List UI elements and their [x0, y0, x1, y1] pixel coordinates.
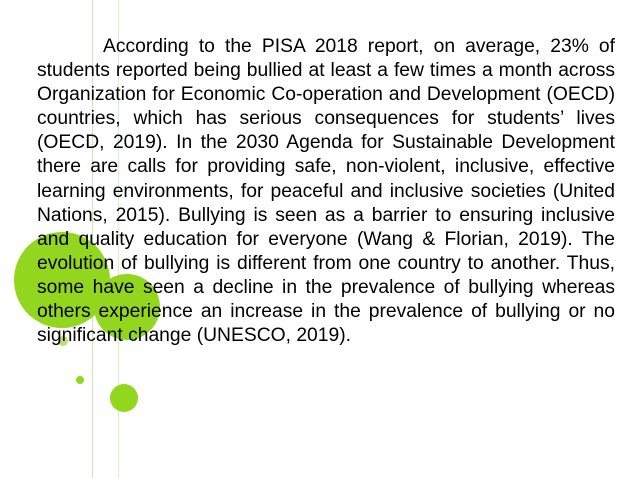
- body-paragraph: According to the PISA 2018 report, on average, 23% of students reported being bullied at least a few times a month across Organization for Economic Co-operation and Development (OECD) countries, which has serious consequences for students’ lives (OECD, 2019). In the 2030 Agenda for Sustainable Development there are calls for providing safe, non-violent, inclusive, effective learning environments, for peaceful and inclusive societies (United Nations, 2015). Bullying is seen as a barrier to ensuring inclusive and quality education for everyone (Wang & Florian, 2019). The evolution of bullying is different from one country to another. Thus, some have seen a decline in the prevalence of bullying whereas others experience an increase in the prevalence of bullying or no significant change (UNESCO, 2019).: [37, 36, 615, 347]
- decorative-circle-small: [110, 384, 138, 412]
- decorative-circle-tiny: [76, 376, 84, 384]
